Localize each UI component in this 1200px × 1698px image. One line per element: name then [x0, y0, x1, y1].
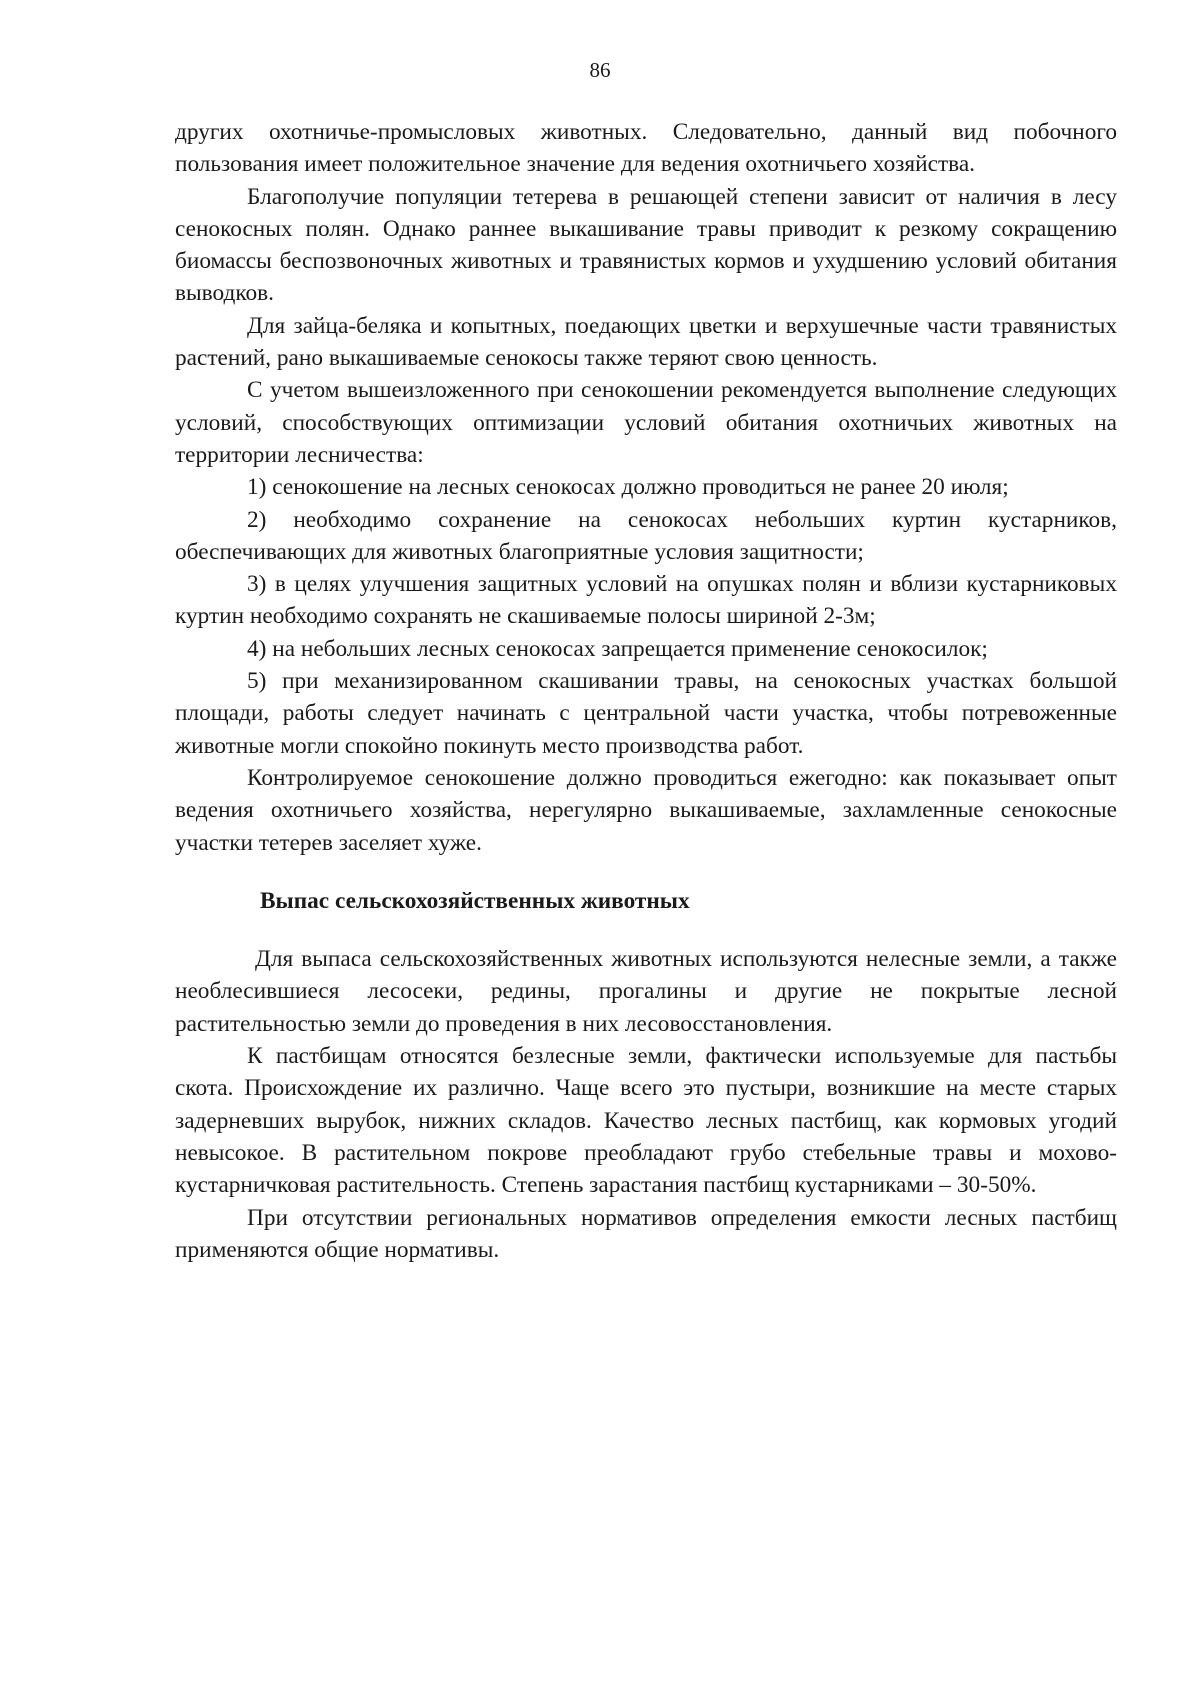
list-item-1: 1) сенокошение на лесных сенокосах должно проводиться не ранее 20 июля;	[247, 474, 1009, 501]
paragraph-norms: При отсутствии региональных нормативов определения емкости лесных пастбищ применяются общие нормативы.	[175, 1204, 1117, 1263]
list-item-2: 2) необходимо сохранение на сенокосах небольших куртин кустарников, обеспечивающих для животных благоприятные условия защитности;	[175, 506, 1117, 565]
paragraph-grazing-lands: Для выпаса сельскохозяйственных животных используются нелесные земли, а также необлесившиеся лесосеки, редины, прогалины и другие не покрытые лесной растительностью земли до проведения в них лесовосстановления.	[175, 946, 1117, 1037]
page-number: 86	[589, 58, 611, 82]
paragraph-recommendations-intro: С учетом вышеизложенного при сенокошении рекомендуется выполнение следующих условий, способствующих оптимизации условий обитания охотничьих животных на территории лесничества:	[175, 377, 1117, 468]
paragraph-continuation: других охотничье-промысловых животных. Следовательно, данный вид побочного пользования имеет положительное значение для ведения охотничьего хозяйства.	[175, 119, 1117, 178]
paragraph-hare-ungulates: Для зайца-беляка и копытных, поедающих цветки и верхушечные части травянистых растений, рано выкашиваемые сенокосы также теряют свою ценность.	[175, 312, 1117, 372]
paragraph-grouse-population: Благополучие популяции тетерева в решающей степени зависит от наличия в лесу сенокосных полян. Однако раннее выкашивание травы приводит к резкому сокращению биомассы беспозвоночных животных и травянистых кормов и ухудшению условий обитания выводков.	[175, 183, 1117, 307]
list-item-3: 3) в целях улучшения защитных условий на опушках полян и вблизи кустарниковых куртин необходимо сохранять не скашиваемые полосы шириной 2-3м;	[175, 571, 1117, 630]
list-item-5: 5) при механизированном скашивании травы, на сенокосных участках большой площади, работы следует начинать с центральной части участка, чтобы потревоженные животные могли спокойно покинуть место производства работ.	[175, 668, 1117, 759]
body-text	[175, 116, 1117, 1266]
paragraph-pastures: К пастбищам относятся безлесные земли, фактически используемые для пастьбы скота. Происхождение их различно. Чаще всего это пустыри, возникшие на месте старых задерневших вырубок, нижних складов. Качество лесных пастбищ, как кормовых угодий невысокое. В растительном покрове преобладают грубо стебельные травы и мохово-кустарничковая растительность. Степень зарастания пастбищ кустарниками – 30-50%.	[175, 1043, 1117, 1199]
section-heading: Выпас сельскохозяйственных животных	[260, 887, 690, 914]
list-item-4: 4) на небольших лесных сенокосах запрещается применение сенокосилок;	[247, 635, 988, 662]
paragraph-controlled-mowing: Контролируемое сенокошение должно проводиться ежегодно: как показывает опыт ведения охотничьего хозяйства, нерегулярно выкашиваемые, захламленные сенокосные участки тетерев заселяет хуже.	[175, 764, 1117, 856]
